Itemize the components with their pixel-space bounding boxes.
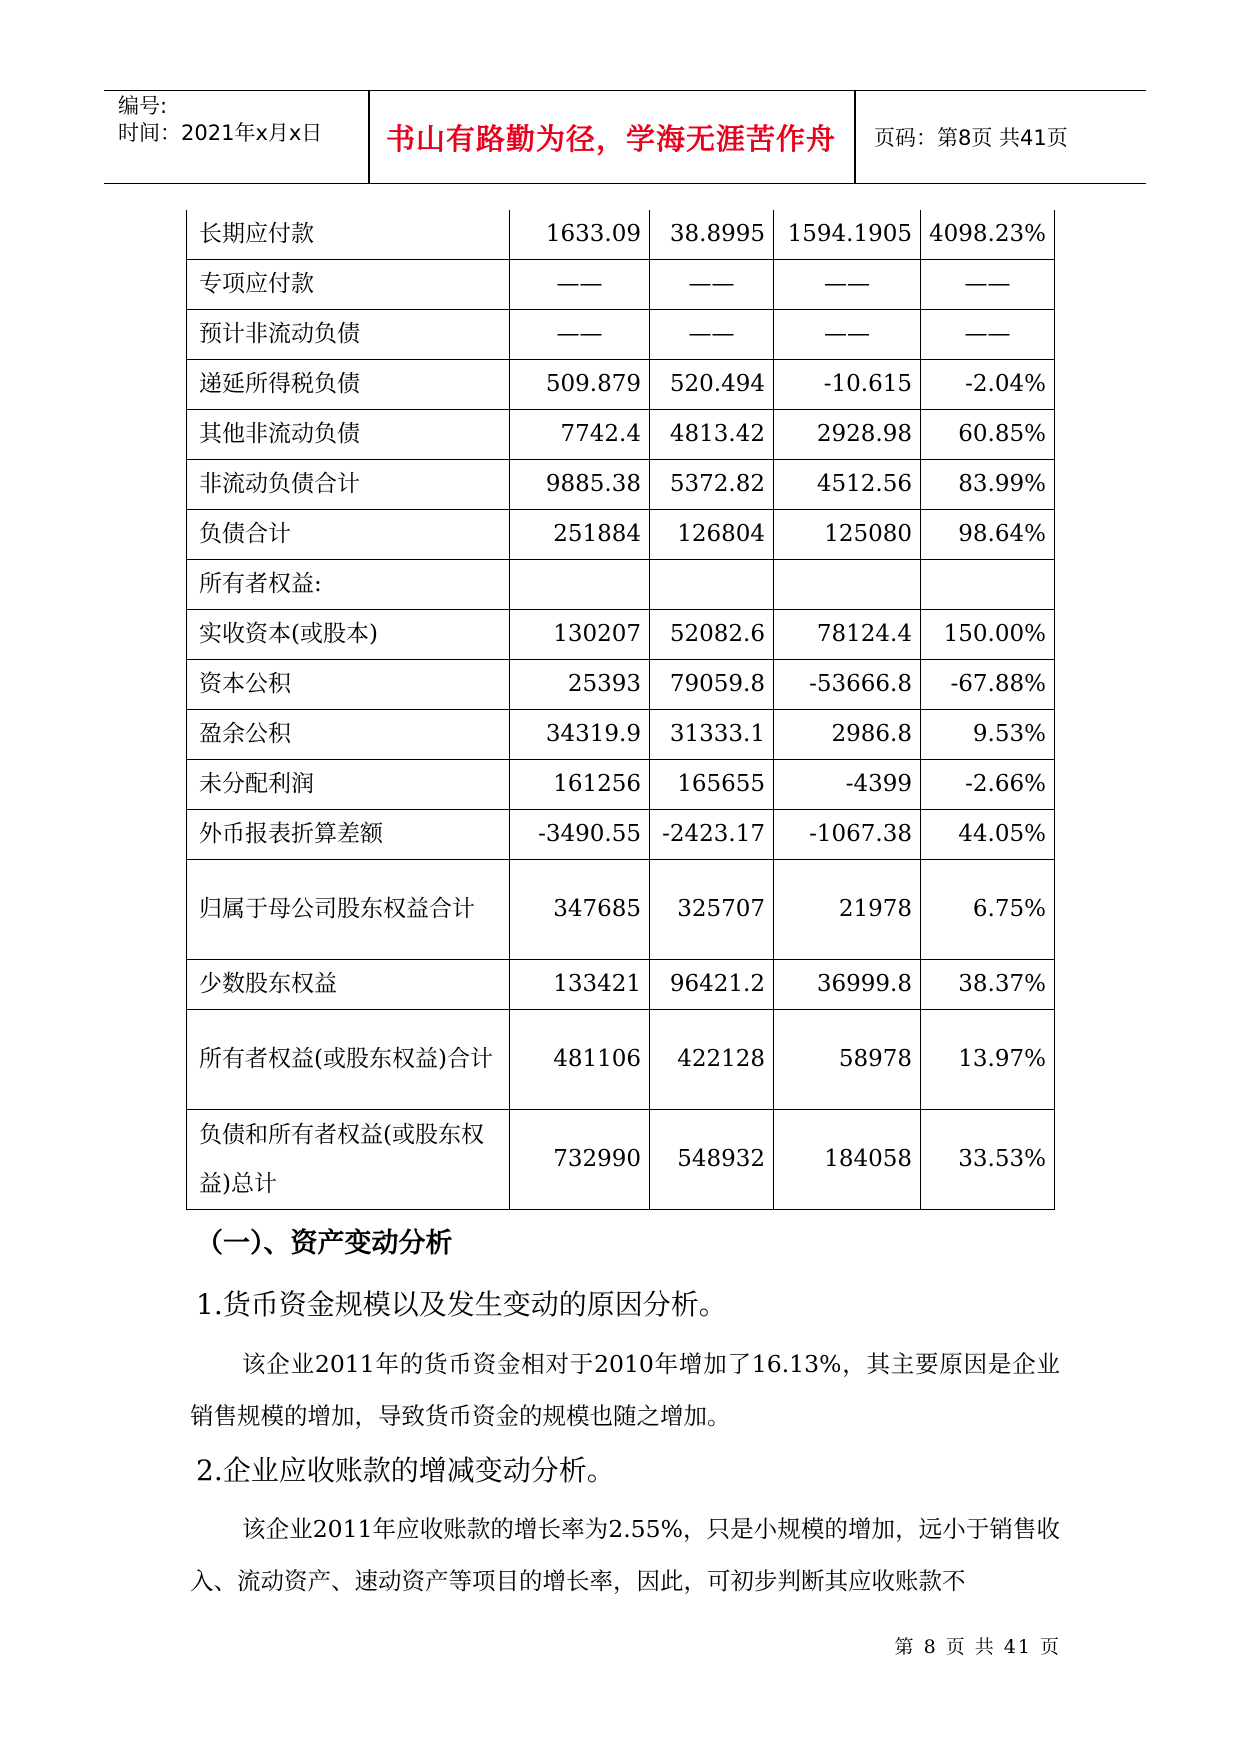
subheading-cash: 1.货币资金规模以及发生变动的原因分析。 (196, 1288, 727, 1321)
value-cell: -53666.8 (774, 660, 921, 710)
row-label: 其他非流动负债 (187, 410, 510, 460)
percent-cell: 150.00% (921, 610, 1055, 660)
value-cell (774, 560, 921, 610)
balance-sheet-table (186, 210, 1055, 1210)
value-cell: 31333.1 (650, 710, 774, 760)
value-cell: 161256 (510, 760, 650, 810)
time-label: 时间：2021年x月x日 (118, 121, 323, 145)
header-meta (118, 93, 368, 147)
value-cell: 130207 (510, 610, 650, 660)
table-row (187, 1110, 1055, 1210)
percent-cell: 44.05% (921, 810, 1055, 860)
value-cell: 1633.09 (510, 210, 650, 260)
value-cell: —— (650, 260, 774, 310)
value-cell: 2986.8 (774, 710, 921, 760)
value-cell (650, 560, 774, 610)
row-label: 资本公积 (187, 660, 510, 710)
row-label: 长期应付款 (187, 210, 510, 260)
value-cell: 78124.4 (774, 610, 921, 660)
table-row (187, 810, 1055, 860)
table-row (187, 460, 1055, 510)
subheading-receivables: 2.企业应收账款的增减变动分析。 (196, 1454, 615, 1487)
value-cell: 96421.2 (650, 960, 774, 1010)
value-cell: —— (774, 260, 921, 310)
value-cell: 481106 (510, 1010, 650, 1110)
value-cell: 133421 (510, 960, 650, 1010)
value-cell: —— (510, 260, 650, 310)
table-row (187, 610, 1055, 660)
row-label: 专项应付款 (187, 260, 510, 310)
table-row (187, 760, 1055, 810)
row-label: 负债和所有者权益(或股东权益)总计 (187, 1110, 510, 1210)
value-cell: 126804 (650, 510, 774, 560)
table-row (187, 310, 1055, 360)
percent-cell: 4098.23% (921, 210, 1055, 260)
value-cell: 36999.8 (774, 960, 921, 1010)
row-label: 预计非流动负债 (187, 310, 510, 360)
percent-cell: 33.53% (921, 1110, 1055, 1210)
row-label: 所有者权益: (187, 560, 510, 610)
value-cell: -10.615 (774, 360, 921, 410)
value-cell: 58978 (774, 1010, 921, 1110)
value-cell: 509.879 (510, 360, 650, 410)
value-cell: —— (774, 310, 921, 360)
row-label: 归属于母公司股东权益合计 (187, 860, 510, 960)
table-row (187, 410, 1055, 460)
header-divider-right (854, 91, 856, 183)
value-cell: 21978 (774, 860, 921, 960)
value-cell: 422128 (650, 1010, 774, 1110)
table-row (187, 210, 1055, 260)
percent-cell: -2.04% (921, 360, 1055, 410)
value-cell: 79059.8 (650, 660, 774, 710)
value-cell: 347685 (510, 860, 650, 960)
value-cell: 38.8995 (650, 210, 774, 260)
percent-cell: 13.97% (921, 1010, 1055, 1110)
value-cell: 184058 (774, 1110, 921, 1210)
table-body (187, 210, 1055, 1210)
value-cell: 4512.56 (774, 460, 921, 510)
value-cell: 520.494 (650, 360, 774, 410)
percent-cell: 6.75% (921, 860, 1055, 960)
page-footer: 第 8 页 共 41 页 (894, 1636, 1061, 1658)
percent-cell: -2.66% (921, 760, 1055, 810)
table-row (187, 1010, 1055, 1110)
percent-cell: 9.53% (921, 710, 1055, 760)
percent-cell: 60.85% (921, 410, 1055, 460)
value-cell: 732990 (510, 1110, 650, 1210)
row-label: 外币报表折算差额 (187, 810, 510, 860)
value-cell: 4813.42 (650, 410, 774, 460)
value-cell: —— (510, 310, 650, 360)
value-cell: 325707 (650, 860, 774, 960)
table-row (187, 710, 1055, 760)
page-header (104, 90, 1146, 184)
value-cell: -3490.55 (510, 810, 650, 860)
header-motto: 书山有路勤为径，学海无涯苦作舟 (385, 121, 836, 156)
row-label: 非流动负债合计 (187, 460, 510, 510)
value-cell: 7742.4 (510, 410, 650, 460)
row-label: 递延所得税负债 (187, 360, 510, 410)
value-cell: 165655 (650, 760, 774, 810)
row-label: 实收资本(或股本) (187, 610, 510, 660)
percent-cell: -67.88% (921, 660, 1055, 710)
value-cell: —— (650, 310, 774, 360)
value-cell: -4399 (774, 760, 921, 810)
value-cell: 5372.82 (650, 460, 774, 510)
value-cell: -2423.17 (650, 810, 774, 860)
paragraph-cash: 该企业2011年的货币资金相对于2010年增加了16.13%，其主要原因是企业销售规模的增加，导致货币资金的规模也随之增加。 (190, 1350, 1060, 1430)
value-cell: 34319.9 (510, 710, 650, 760)
row-label: 少数股东权益 (187, 960, 510, 1010)
percent-cell: —— (921, 260, 1055, 310)
table-row (187, 860, 1055, 960)
value-cell: -1067.38 (774, 810, 921, 860)
value-cell: 9885.38 (510, 460, 650, 510)
percent-cell: 98.64% (921, 510, 1055, 560)
value-cell (510, 560, 650, 610)
serial-label: 编号: (118, 94, 168, 118)
table-row (187, 960, 1055, 1010)
percent-cell: 83.99% (921, 460, 1055, 510)
row-label: 所有者权益(或股东权益)合计 (187, 1010, 510, 1110)
percent-cell: 38.37% (921, 960, 1055, 1010)
value-cell: 125080 (774, 510, 921, 560)
value-cell: 251884 (510, 510, 650, 560)
section-title: （一）、资产变动分析 (196, 1228, 453, 1259)
value-cell: 52082.6 (650, 610, 774, 660)
value-cell: 1594.1905 (774, 210, 921, 260)
paragraph-receivables: 该企业2011年应收账款的增长率为2.55%，只是小规模的增加，远小于销售收入、流动资产、速动资产等项目的增长率，因此，可初步判断其应收账款不 (190, 1515, 1060, 1595)
table-row (187, 260, 1055, 310)
header-page-info: 页码：第8页 共41页 (874, 126, 1068, 150)
percent-cell: —— (921, 310, 1055, 360)
table-row (187, 360, 1055, 410)
value-cell: 548932 (650, 1110, 774, 1210)
row-label: 盈余公积 (187, 710, 510, 760)
table-row (187, 660, 1055, 710)
table-row (187, 560, 1055, 610)
row-label: 负债合计 (187, 510, 510, 560)
row-label: 未分配利润 (187, 760, 510, 810)
value-cell: 25393 (510, 660, 650, 710)
table-row (187, 510, 1055, 560)
percent-cell (921, 560, 1055, 610)
value-cell: 2928.98 (774, 410, 921, 460)
